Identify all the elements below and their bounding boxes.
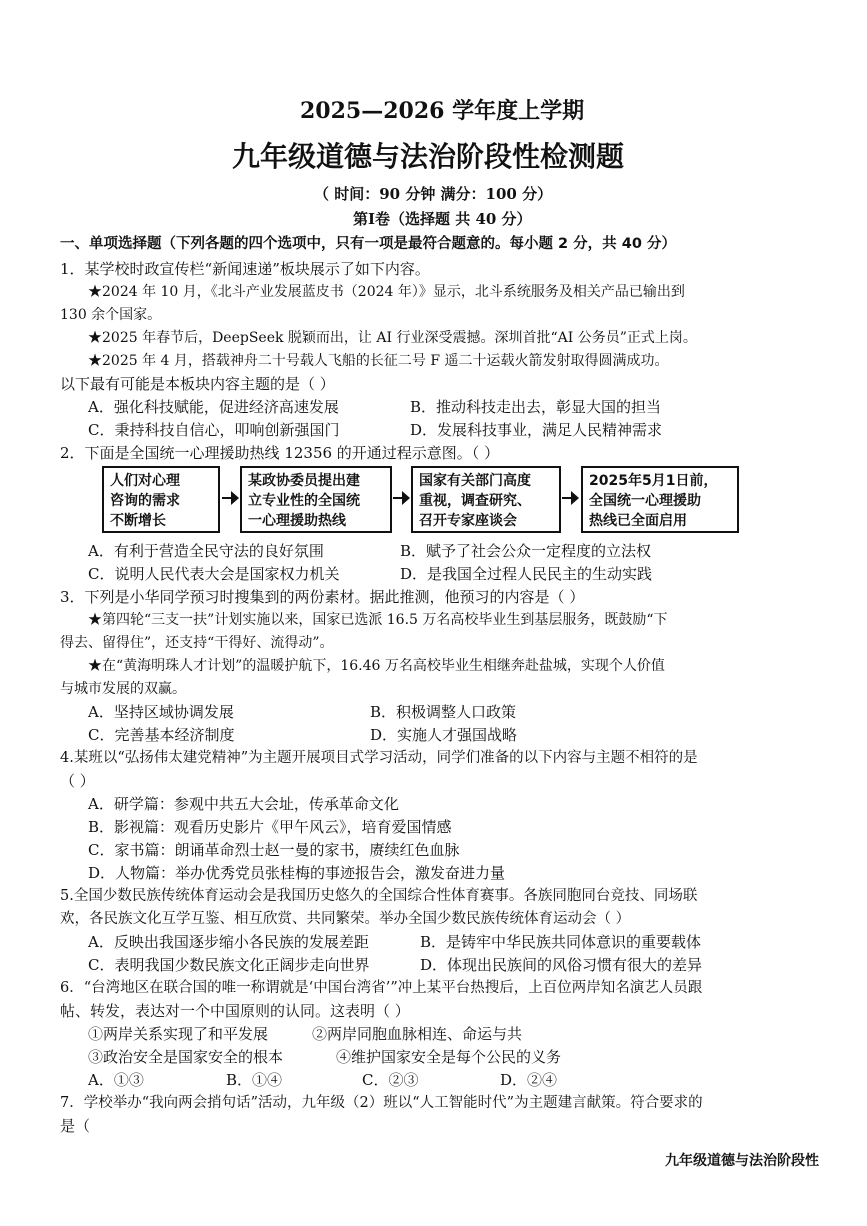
question-1-material: ★2024 年 10 月，《北斗产业发展蓝皮书（2024 年）》显示，北斗系统服务及相关产品已输出到 <box>88 284 685 300</box>
option-a: A．坚持区域协调发展 <box>88 703 234 721</box>
option-b: B．赋予了社会公众一定程度的立法权 <box>400 542 652 560</box>
option-d: D．人物篇：举办优秀党员张桂梅的事迹报告会，激发奋进力量 <box>88 864 506 882</box>
question-1-ask: 以下最有可能是本板块内容主题的是（ ） <box>60 375 335 393</box>
flow-arrow-icon <box>562 488 580 508</box>
question-4-stem: （ ） <box>60 772 95 790</box>
option-d: D．发展科技事业，满足人民精神需求 <box>410 421 663 439</box>
exam-meta: （ 时间：90 分钟 满分：100 分） <box>314 185 553 203</box>
page-footer: 九年级道德与法治阶段性 <box>665 1153 819 1169</box>
option-a: A．①③ <box>88 1071 144 1089</box>
flow-step-4: 2025年5月1日前， 全国统一心理援助 热线已全面启用 <box>581 466 739 533</box>
statement-1: ①两岸关系实现了和平发展 <box>88 1025 269 1043</box>
flow-step-2: 某政协委员提出建 立专业性的全国统 一心理援助热线 <box>240 466 392 533</box>
part-heading: 第Ⅰ卷（选择题 共 40 分） <box>353 210 532 228</box>
question-3-material: 与城市发展的双赢。 <box>60 681 186 697</box>
option-c: C．秉持科技自信心，叩响创新强国门 <box>88 421 340 439</box>
question-3-material: ★在“黄海明珠人才计划”的温暖护航下，16.46 万名高校毕业生相继奔赴盐城，实现个人价值 <box>88 658 665 674</box>
flow-step-3: 国家有关部门高度 重视，调查研究、 召开专家座谈会 <box>411 466 561 533</box>
option-c: C．说明人民代表大会是国家权力机关 <box>88 565 340 583</box>
question-1-material: ★2025 年 4 月，搭载神舟二十号载人飞船的长征二号 F 遥二十运载火箭发射取得圆满成功。 <box>88 353 669 369</box>
flow-arrow-icon <box>393 488 411 508</box>
option-b: B．积极调整人口政策 <box>370 703 517 721</box>
question-1-material: ★2025 年春节后，DeepSeek 脱颖而出，让 AI 行业深受震撼。深圳首批“AI 公务员”正式上岗。 <box>88 330 697 346</box>
question-7-stem: 是（ <box>60 1117 91 1135</box>
statement-4: ④维护国家安全是每个公民的义务 <box>336 1048 562 1066</box>
option-c: C．②③ <box>362 1071 419 1089</box>
flow-step-1: 人们对心理 咨询的需求 不断增长 <box>102 466 220 533</box>
option-b: B．影视篇：观看历史影片《甲午风云》，培育爱国情感 <box>88 818 452 836</box>
option-d: D．体现出民族间的风俗习惯有很大的差异 <box>420 956 703 974</box>
statement-2: ②两岸同胞血脉相连、命运与共 <box>312 1025 523 1043</box>
option-a: A．研学篇：参观中共五大会址，传承革命文化 <box>88 795 399 813</box>
question-3-material: ★第四轮“三支一扶”计划实施以来，国家已选派 16.5 万名高校毕业生到基层服务，既鼓励“下 <box>88 612 668 628</box>
question-2-stem: 2．下面是全国统一心理援助热线 12356 的开通过程示意图。（ ） <box>60 444 500 462</box>
option-b: B．是铸牢中华民族共同体意识的重要载体 <box>420 933 702 951</box>
option-c: C．家书篇：朗诵革命烈士赵一曼的家书，赓续红色血脉 <box>88 841 460 859</box>
option-a: A．强化科技赋能，促进经济高速发展 <box>88 398 339 416</box>
option-d: D．是我国全过程人民民主的生动实践 <box>400 565 653 583</box>
option-c: C．表明我国少数民族文化正阔步走向世界 <box>88 956 370 974</box>
question-5-stem: 欢，各民族文化互学互鉴、相互欣赏、共同繁荣。举办全国少数民族传统体育运动会（ ） <box>60 911 631 927</box>
question-3-stem: 3．下列是小华同学预习时搜集到的两份素材。据此推测，他预习的内容是（ ） <box>60 588 585 606</box>
option-b: B．①④ <box>226 1071 283 1089</box>
question-6-stem: 帖、转发，表达对一个中国原则的认同。这表明（ ） <box>60 1002 410 1020</box>
question-1-material: 130 余个国家。 <box>60 307 162 323</box>
year-line: 2025—2026 学年度上学期 <box>300 98 585 124</box>
question-3-material: 得去、留得住”，还支持“干得好、流得动”。 <box>60 635 334 651</box>
question-5-stem: 5.全国少数民族传统体育运动会是我国历史悠久的全国综合性体育赛事。各族同胞同台竞技、同场联 <box>60 888 698 904</box>
question-7-stem: 7．学校举办“我向两会捎句话”活动，九年级（2）班以“人工智能时代”为主题建言献策。符合要求的 <box>60 1095 703 1111</box>
question-1-stem: 1．某学校时政宣传栏“新闻速递”板块展示了如下内容。 <box>60 260 430 278</box>
question-6-stem: 6．“台湾地区在联合国的唯一称谓就是‘中国台湾省’”冲上某平台热搜后，上百位两岸知名演艺人员跟 <box>60 980 703 996</box>
option-d: D．实施人才强国战略 <box>370 726 518 744</box>
page-title: 九年级道德与法治阶段性检测题 <box>232 140 625 173</box>
statement-3: ③政治安全是国家安全的根本 <box>88 1048 284 1066</box>
option-a: A．有利于营造全民守法的良好氛围 <box>88 542 324 560</box>
flow-arrow-icon <box>222 488 240 508</box>
option-b: B．推动科技走出去，彰显大国的担当 <box>410 398 662 416</box>
section-heading: 一、单项选择题（下列各题的四个选项中，只有一项是最符合题意的。每小题 2 分，共 40 分） <box>60 236 676 252</box>
question-4-stem: 4.某班以“弘扬伟太建党精神”为主题开展项目式学习活动，同学们准备的以下内容与主题不相符的是 <box>60 750 698 766</box>
option-c: C．完善基本经济制度 <box>88 726 235 744</box>
option-d: D．②④ <box>500 1071 558 1089</box>
option-a: A．反映出我国逐步缩小各民族的发展差距 <box>88 933 369 951</box>
